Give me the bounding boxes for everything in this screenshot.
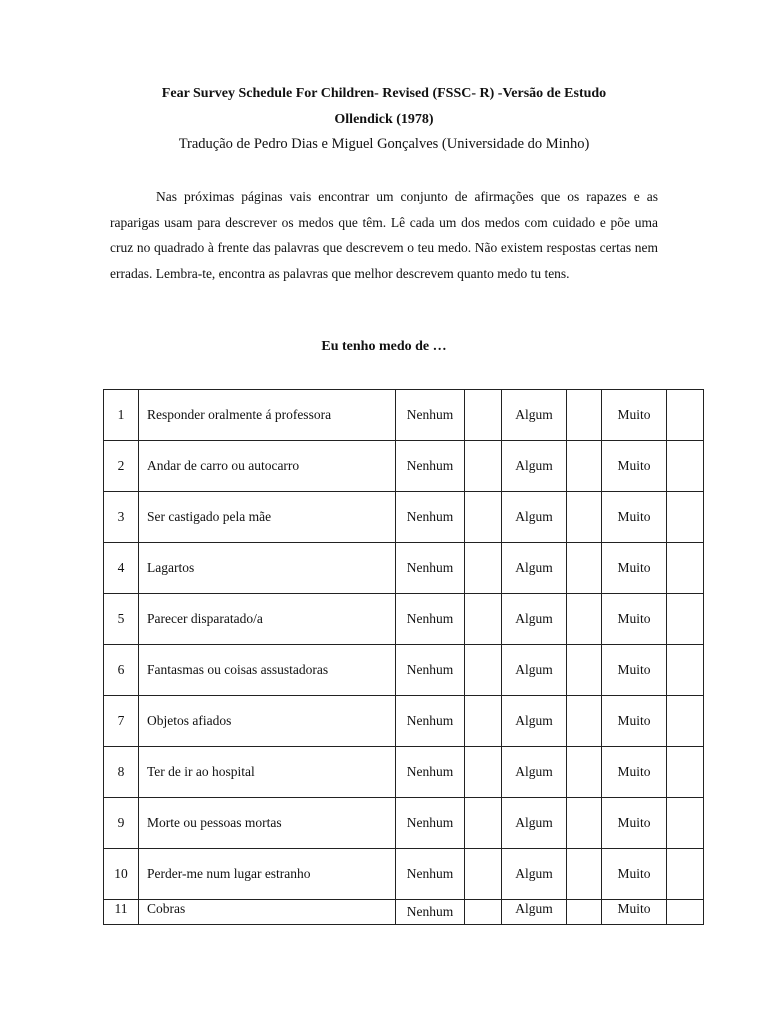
option-much-label: Muito [602, 900, 667, 925]
checkbox-none[interactable] [465, 543, 502, 594]
option-some-label: Algum [502, 696, 567, 747]
table-row [104, 849, 704, 900]
checkbox-none[interactable] [465, 441, 502, 492]
checkbox-some[interactable] [567, 798, 602, 849]
option-much-label: Muito [602, 798, 667, 849]
option-much-label: Muito [602, 390, 667, 441]
option-none-text: Nenhum [406, 560, 454, 575]
option-none-label [396, 747, 465, 798]
option-none-label [396, 441, 465, 492]
table-row [104, 594, 704, 645]
table-row [104, 798, 704, 849]
item-text: Objetos afiados [139, 696, 396, 747]
checkbox-much[interactable] [667, 849, 704, 900]
item-text: Ter de ir ao hospital [139, 747, 396, 798]
option-much-label: Muito [602, 645, 667, 696]
checkbox-none[interactable] [465, 747, 502, 798]
checkbox-none[interactable] [465, 900, 502, 925]
checkbox-none[interactable] [465, 798, 502, 849]
checkbox-much[interactable] [667, 798, 704, 849]
item-number: 11 [104, 900, 139, 925]
checkbox-none[interactable] [465, 849, 502, 900]
table-row [104, 696, 704, 747]
option-none-label [396, 900, 465, 925]
option-much-label: Muito [602, 492, 667, 543]
option-none-label [396, 645, 465, 696]
table-row [104, 492, 704, 543]
option-much-label: Muito [602, 747, 667, 798]
checkbox-much[interactable] [667, 900, 704, 925]
section-lead: Eu tenho medo de … [321, 339, 447, 354]
checkbox-some[interactable] [567, 390, 602, 441]
item-number: 2 [104, 441, 139, 492]
item-number: 10 [104, 849, 139, 900]
option-some-label: Algum [502, 645, 567, 696]
checkbox-much[interactable] [667, 390, 704, 441]
option-none-text: Nenhum [406, 458, 454, 473]
checkbox-some[interactable] [567, 441, 602, 492]
item-text: Perder-me num lugar estranho [139, 849, 396, 900]
checkbox-much[interactable] [667, 645, 704, 696]
checkbox-much[interactable] [667, 492, 704, 543]
table-row [104, 390, 704, 441]
option-none-label [396, 849, 465, 900]
checkbox-some[interactable] [567, 900, 602, 925]
option-none-label [396, 492, 465, 543]
checkbox-some[interactable] [567, 492, 602, 543]
table-row [104, 441, 704, 492]
checkbox-some[interactable] [567, 747, 602, 798]
item-number: 5 [104, 594, 139, 645]
option-some-label: Algum [502, 441, 567, 492]
option-much-label: Muito [602, 441, 667, 492]
option-none-text: Nenhum [406, 509, 454, 524]
document-title: Fear Survey Schedule For Children- Revised (FSSC- R) -Versão de Estudo [161, 86, 607, 101]
option-none-label [396, 798, 465, 849]
option-some-label: Algum [502, 747, 567, 798]
item-text: Responder oralmente á professora [139, 390, 396, 441]
checkbox-much[interactable] [667, 696, 704, 747]
item-number: 3 [104, 492, 139, 543]
option-some-label: Algum [502, 390, 567, 441]
option-none-text: Nenhum [406, 866, 454, 881]
checkbox-none[interactable] [465, 390, 502, 441]
checkbox-some[interactable] [567, 849, 602, 900]
option-some-label: Algum [502, 900, 567, 925]
checkbox-some[interactable] [567, 696, 602, 747]
checkbox-much[interactable] [667, 441, 704, 492]
option-none-text: Nenhum [406, 904, 454, 919]
option-some-label: Algum [502, 594, 567, 645]
option-much-label: Muito [602, 849, 667, 900]
option-some-label: Algum [502, 798, 567, 849]
option-none-label [396, 594, 465, 645]
item-text: Parecer disparatado/a [139, 594, 396, 645]
item-text: Ser castigado pela mãe [139, 492, 396, 543]
item-text: Lagartos [139, 543, 396, 594]
option-none-label [396, 696, 465, 747]
item-text: Cobras [139, 900, 396, 925]
option-much-label: Muito [602, 696, 667, 747]
document-subtitle: Tradução de Pedro Dias e Miguel Gonçalves (Universidade do Minho) [178, 136, 590, 152]
option-much-label: Muito [602, 543, 667, 594]
option-none-text: Nenhum [406, 713, 454, 728]
item-number: 8 [104, 747, 139, 798]
checkbox-none[interactable] [465, 696, 502, 747]
option-none-text: Nenhum [406, 815, 454, 830]
option-some-label: Algum [502, 849, 567, 900]
item-text: Fantasmas ou coisas assustadoras [139, 645, 396, 696]
item-number: 1 [104, 390, 139, 441]
option-some-label: Algum [502, 543, 567, 594]
checkbox-none[interactable] [465, 594, 502, 645]
option-none-text: Nenhum [406, 764, 454, 779]
table-row [104, 747, 704, 798]
checkbox-much[interactable] [667, 543, 704, 594]
checkbox-some[interactable] [567, 594, 602, 645]
checkbox-none[interactable] [465, 492, 502, 543]
item-number: 7 [104, 696, 139, 747]
option-none-label [396, 390, 465, 441]
document-title-author: Ollendick (1978) [334, 112, 434, 127]
checkbox-much[interactable] [667, 747, 704, 798]
option-none-label [396, 543, 465, 594]
checkbox-some[interactable] [567, 543, 602, 594]
table-row [104, 900, 704, 925]
option-none-text: Nenhum [406, 407, 454, 422]
checkbox-none[interactable] [465, 645, 502, 696]
option-none-text: Nenhum [406, 611, 454, 626]
item-text: Andar de carro ou autocarro [139, 441, 396, 492]
fear-items-table [103, 389, 704, 925]
item-number: 4 [104, 543, 139, 594]
table-row [104, 543, 704, 594]
item-text: Morte ou pessoas mortas [139, 798, 396, 849]
table-row [104, 645, 704, 696]
intro-paragraph: Nas próximas páginas vais encontrar um conjunto de afirmações que os rapazes e as raparigas usam para descrever os medos que têm. Lê cada um dos medos com cuidado e põe uma cruz no quadrado à frente das palavras que descrevem o teu medo. Não existem respostas certas nem erradas. Lembra-te, encontra as palavras que melhor descrevem quanto medo tu tens. [110, 189, 658, 281]
item-number: 6 [104, 645, 139, 696]
item-number: 9 [104, 798, 139, 849]
option-none-text: Nenhum [406, 662, 454, 677]
option-much-label: Muito [602, 594, 667, 645]
option-some-label: Algum [502, 492, 567, 543]
checkbox-some[interactable] [567, 645, 602, 696]
checkbox-much[interactable] [667, 594, 704, 645]
